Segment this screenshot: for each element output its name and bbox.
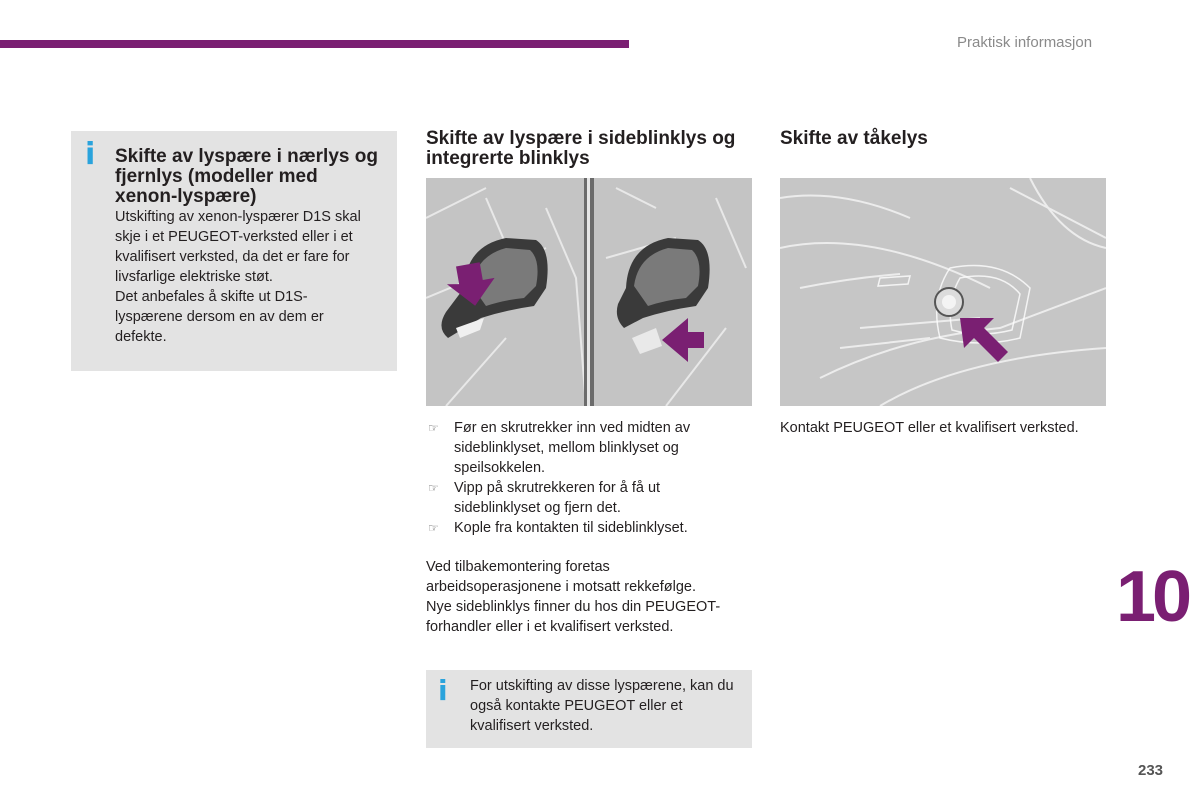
step-text: Før en skrutrekker inn ved midten av sideblinklyset, mellom blinklyset og speilsokkelen. xyxy=(454,420,691,476)
side-indicator-title: Skifte av lyspære i sideblinklys og integrerte blinklys xyxy=(426,128,736,169)
hand-pointer-icon: ☞ xyxy=(428,421,439,435)
step-text: Vipp på skrutrekkeren for å få ut sideblinklyset og fjern det. xyxy=(454,480,661,516)
page-number: 233 xyxy=(1138,762,1164,779)
hand-pointer-icon: ☞ xyxy=(428,521,439,535)
xenon-box-paragraph-2: Det anbefales å skifte ut D1S-lyspærene dersom en av dem er defekte. xyxy=(115,289,324,345)
xenon-box-paragraph-1: Utskifting av xenon-lyspærer D1S skal skje i et PEUGEOT-verksted eller i et kvalifisert verksted, da det er fare for livsfarlige elektriske støt. xyxy=(115,209,361,285)
fog-light-title: Skifte av tåkelys xyxy=(780,128,928,149)
info-icon: i xyxy=(438,674,448,707)
chapter-number: 10 xyxy=(1116,557,1189,637)
side-indicator-note-box xyxy=(426,670,752,748)
step-item xyxy=(426,418,726,478)
fog-light-text: Kontakt PEUGEOT eller et kvalifisert verksted. xyxy=(780,420,1079,436)
hand-pointer-icon: ☞ xyxy=(428,481,439,495)
xenon-box-title: Skifte av lyspære i nærlys og fjernlys (modeller med xenon-lyspære) xyxy=(115,146,378,207)
xenon-info-box xyxy=(71,131,397,371)
fog-light-illustration xyxy=(780,178,1106,406)
step-item xyxy=(426,518,726,538)
step-text: Kople fra kontakten til sideblinklyset. xyxy=(454,520,688,536)
info-icon: i xyxy=(85,137,96,172)
section-color-bar xyxy=(0,40,629,48)
note-text: For utskifting av disse lyspærene, kan du også kontakte PEUGEOT eller et kvalifisert verksted. xyxy=(470,678,734,734)
reassembly-paragraph: Ved tilbakemontering foretas arbeidsoperasjonene i motsatt rekkefølge. xyxy=(426,559,697,595)
section-title: Praktisk informasjon xyxy=(957,34,1093,51)
step-item xyxy=(426,478,726,518)
new-indicator-paragraph: Nye sideblinklys finner du hos din PEUGEOT-forhandler eller i et kvalifisert verksted. xyxy=(426,599,721,635)
mirror-indicator-illustration xyxy=(426,178,752,406)
side-indicator-steps xyxy=(426,418,726,538)
